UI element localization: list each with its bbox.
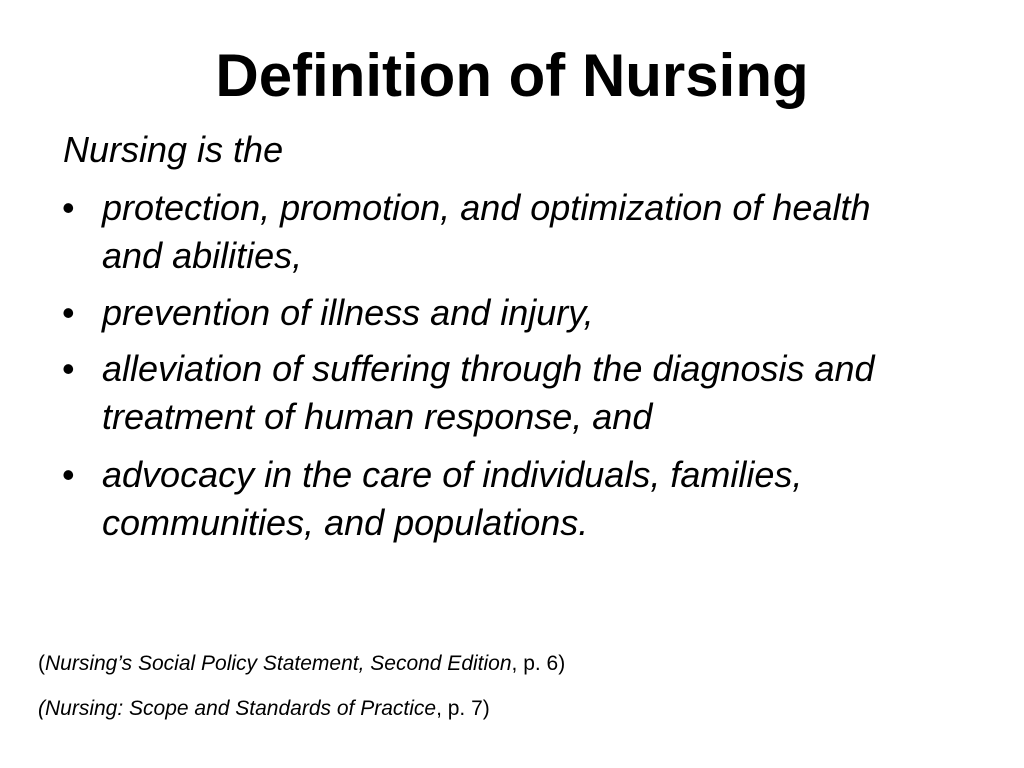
bullet-text-line: communities, and populations.	[102, 502, 589, 543]
bullet-glyph: •	[62, 292, 75, 333]
citation-page: , p. 7)	[436, 697, 490, 720]
slide-title: Definition of Nursing	[215, 42, 809, 109]
citation-social-policy	[38, 650, 565, 678]
citation-title: Nursing: Scope and Standards of Practice	[45, 697, 437, 720]
bullet-text-line: prevention of illness and injury,	[102, 292, 594, 333]
citation-title: Nursing’s Social Policy Statement, Second Edition	[45, 652, 512, 675]
citation-open-paren: (	[38, 652, 45, 675]
bullet-text-line: treatment of human response, and	[102, 396, 653, 437]
bullet-text-line: protection, promotion, and optimization of health	[102, 187, 871, 228]
bullet-text-line: alleviation of suffering through the diagnosis and	[102, 348, 875, 389]
citation-page: , p. 6)	[511, 652, 566, 675]
bullet-text-line: and abilities,	[102, 235, 303, 276]
citation-scope-standards	[38, 695, 490, 723]
bullet-glyph: •	[62, 187, 75, 228]
bullet-text-line: advocacy in the care of individuals, families,	[102, 454, 803, 495]
bullet-glyph: •	[62, 454, 75, 495]
bullet-glyph: •	[62, 348, 75, 389]
intro-text: Nursing is the	[63, 129, 284, 170]
citation-open-paren: (	[38, 697, 45, 720]
